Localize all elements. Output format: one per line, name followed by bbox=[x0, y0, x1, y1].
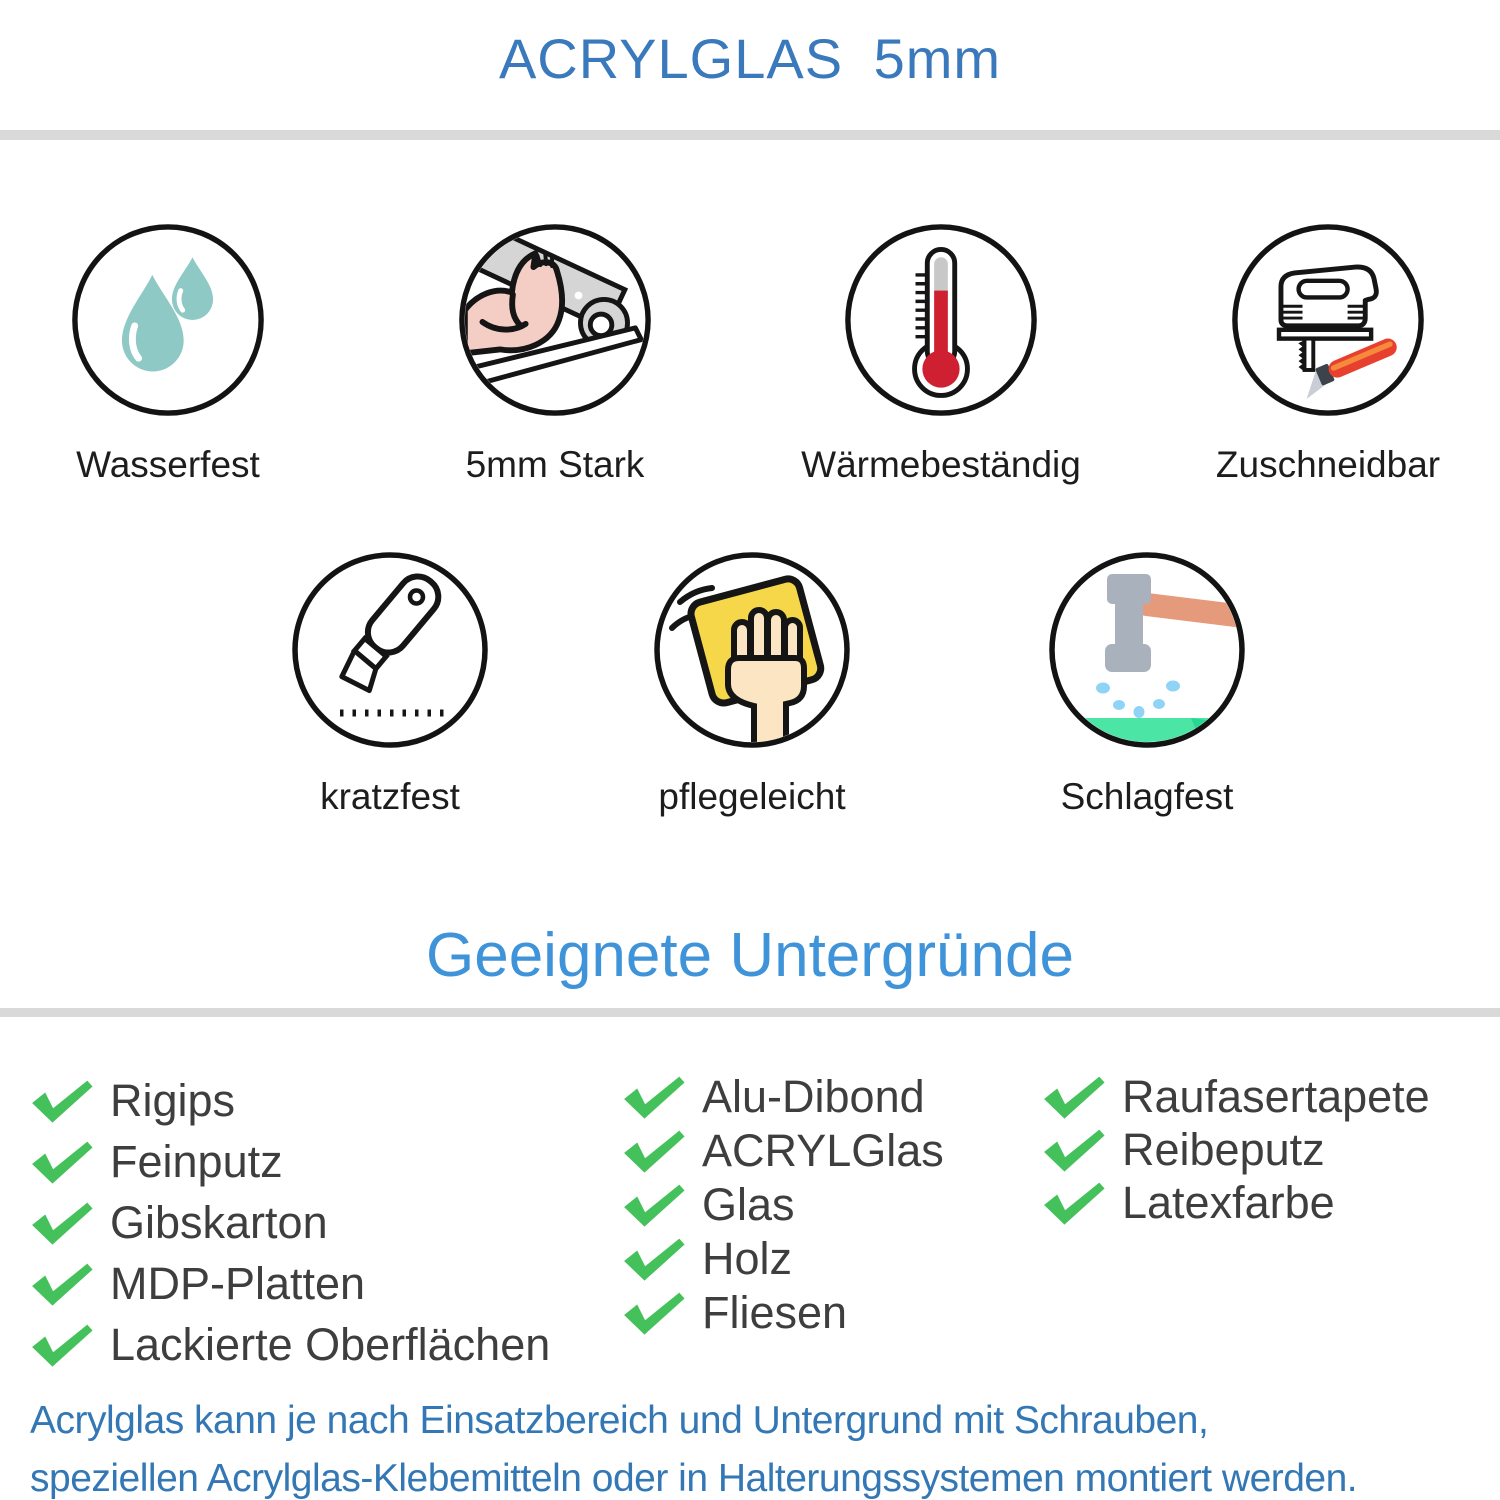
list-item: Feinputz bbox=[28, 1131, 550, 1192]
list-item: Reibeputz bbox=[1040, 1123, 1430, 1176]
list-item: Holz bbox=[620, 1232, 944, 1286]
surfaces-column-2 bbox=[620, 1070, 944, 1340]
list-item: Latexfarbe bbox=[1040, 1176, 1430, 1229]
feature-label: 5mm Stark bbox=[465, 444, 645, 485]
check-icon bbox=[28, 1078, 94, 1124]
divider-bar-top bbox=[0, 130, 1500, 140]
surfaces-column-3 bbox=[1040, 1070, 1430, 1229]
mounting-note bbox=[30, 1392, 1490, 1500]
list-item: Fliesen bbox=[620, 1286, 944, 1340]
list-item: MDP-Platten bbox=[28, 1253, 550, 1314]
feature-label: Schlagfest bbox=[1060, 776, 1234, 817]
surfaces-heading: Geeignete Untergründe bbox=[425, 921, 1074, 990]
feature-label: Wasserfest bbox=[76, 444, 260, 485]
page-title: ACRYLGLAS 5mm bbox=[498, 27, 1002, 90]
feature-kratzfest bbox=[240, 550, 540, 818]
feature-wasserfest bbox=[18, 222, 318, 486]
jigsaw-cutter-icon bbox=[1230, 222, 1426, 418]
surfaces-column-1 bbox=[28, 1070, 550, 1375]
feature-5mm-stark bbox=[405, 222, 705, 486]
feature-pflegeleicht bbox=[602, 550, 902, 818]
check-icon bbox=[620, 1290, 686, 1336]
list-item: Raufasertapete bbox=[1040, 1070, 1430, 1123]
feature-zuschneidbar bbox=[1178, 222, 1478, 486]
feature-label: Zuschneidbar bbox=[1215, 444, 1441, 485]
utility-knife-icon bbox=[290, 550, 490, 750]
mounting-note-line2: speziellen Acrylglas-Klebemitteln oder in Halterungssystemen montiert werden. bbox=[30, 1457, 1358, 1500]
feature-label: kratzfest bbox=[320, 776, 460, 817]
strong-arm-roll-icon bbox=[457, 222, 653, 418]
list-item: Gibskarton bbox=[28, 1192, 550, 1253]
check-icon bbox=[28, 1261, 94, 1307]
divider-bar-middle bbox=[0, 1008, 1500, 1017]
mounting-note-line1: Acrylglas kann je nach Einsatzbereich und Untergrund mit Schrauben, bbox=[30, 1399, 1209, 1442]
water-drops-icon bbox=[70, 222, 266, 418]
check-icon bbox=[1040, 1074, 1106, 1120]
list-item: Glas bbox=[620, 1178, 944, 1232]
feature-schlagfest bbox=[997, 550, 1297, 818]
wiping-hand-cloth-icon bbox=[652, 550, 852, 750]
check-icon bbox=[620, 1236, 686, 1282]
check-icon bbox=[28, 1200, 94, 1246]
hammer-impact-icon bbox=[1047, 550, 1247, 750]
check-icon bbox=[28, 1322, 94, 1368]
feature-label: pflegeleicht bbox=[658, 776, 846, 817]
check-icon bbox=[620, 1182, 686, 1228]
check-icon bbox=[620, 1074, 686, 1120]
check-icon bbox=[1040, 1127, 1106, 1173]
list-item: Rigips bbox=[28, 1070, 550, 1131]
check-icon bbox=[28, 1139, 94, 1185]
feature-waermebestaendig bbox=[791, 222, 1091, 486]
thermometer-icon bbox=[843, 222, 1039, 418]
list-item: Lackierte Oberflächen bbox=[28, 1314, 550, 1375]
list-item: ACRYLGlas bbox=[620, 1124, 944, 1178]
check-icon bbox=[1040, 1180, 1106, 1226]
check-icon bbox=[620, 1128, 686, 1174]
list-item: Alu-Dibond bbox=[620, 1070, 944, 1124]
feature-label: Wärmebeständig bbox=[801, 444, 1081, 485]
